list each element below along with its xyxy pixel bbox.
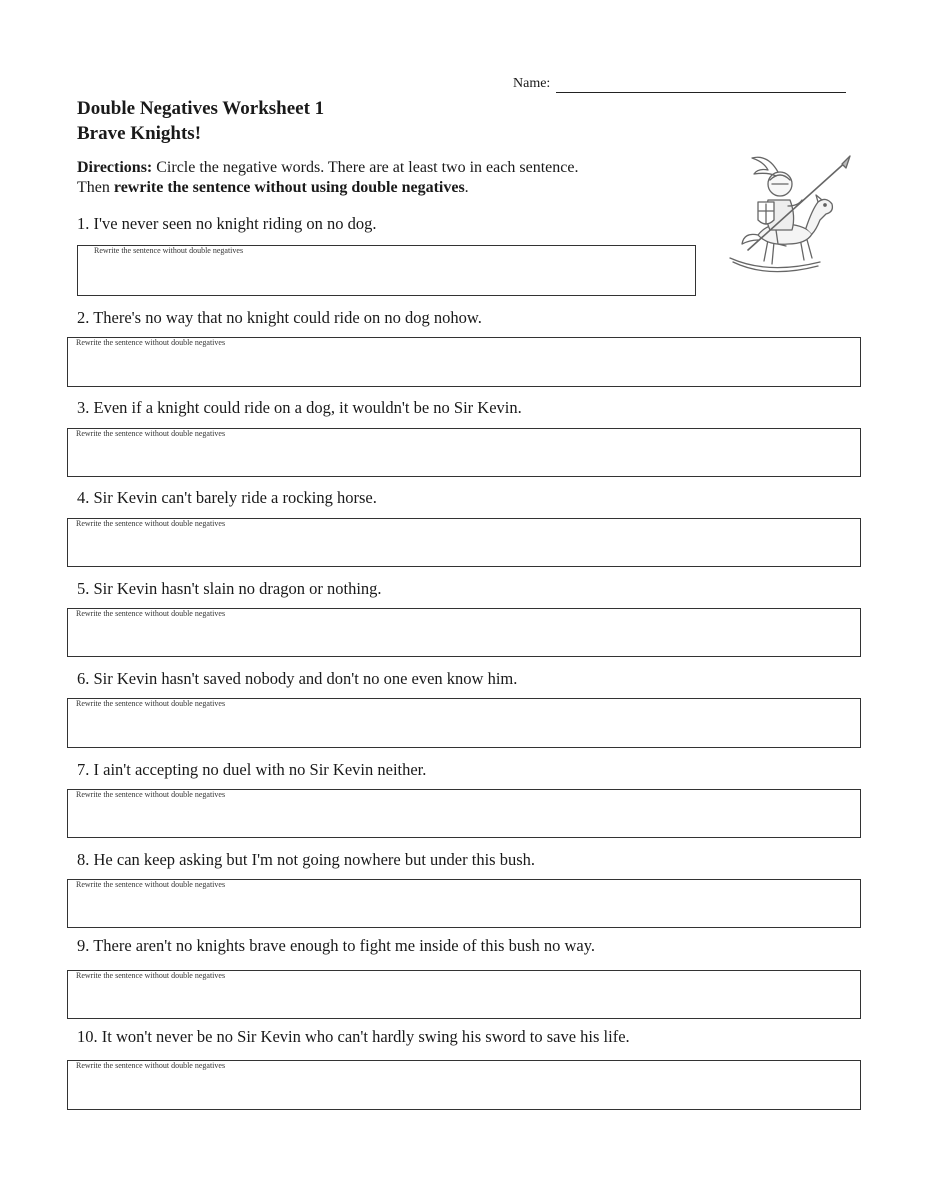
- answer-placeholder: Rewrite the sentence without double negatives: [76, 338, 226, 347]
- question-text: 2. There's no way that no knight could ride on no dog nohow.: [77, 308, 482, 327]
- question-text: 3. Even if a knight could ride on a dog, it wouldn't be no Sir Kevin.: [77, 398, 522, 417]
- question-text: 7. I ain't accepting no duel with no Sir Kevin neither.: [77, 760, 427, 779]
- question-text: 1. I've never seen no knight riding on no dog.: [77, 214, 377, 233]
- question-text: 10. It won't never be no Sir Kevin who can't hardly swing his sword to save his life.: [77, 1027, 630, 1046]
- question-text: 5. Sir Kevin hasn't slain no dragon or nothing.: [77, 579, 382, 598]
- worksheet-title: Double Negatives Worksheet 1: [77, 98, 325, 119]
- directions-line-1: Circle the negative words. There are at least two in each sentence.: [156, 159, 579, 176]
- answer-placeholder: Rewrite the sentence without double negatives: [94, 246, 244, 255]
- question-text: 4. Sir Kevin can't barely ride a rocking horse.: [77, 488, 377, 507]
- answer-placeholder: Rewrite the sentence without double negatives: [76, 429, 226, 438]
- answer-placeholder: Rewrite the sentence without double negatives: [76, 971, 226, 980]
- answer-box[interactable]: [67, 608, 861, 657]
- answer-placeholder: Rewrite the sentence without double negatives: [76, 609, 226, 618]
- directions: [77, 158, 677, 198]
- directions-line-2-end: .: [464, 179, 469, 196]
- answer-box[interactable]: [67, 428, 861, 477]
- directions-line-2-bold: rewrite the sentence without using double negatives: [113, 179, 465, 196]
- answer-box[interactable]: [67, 879, 861, 928]
- answer-box[interactable]: [67, 1060, 861, 1110]
- answer-box[interactable]: [77, 245, 696, 296]
- answer-box[interactable]: [67, 518, 861, 567]
- answer-box[interactable]: [67, 970, 861, 1019]
- directions-line-2-start: Then: [77, 179, 110, 196]
- answer-box[interactable]: [67, 698, 861, 748]
- knight-on-rocking-horse-icon: [708, 140, 853, 280]
- name-field[interactable]: [556, 92, 846, 93]
- name-label: Name:: [513, 76, 551, 91]
- question-text: 9. There aren't no knights brave enough to fight me inside of this bush no way.: [77, 936, 596, 955]
- question-text: 8. He can keep asking but I'm not going nowhere but under this bush.: [77, 850, 536, 869]
- answer-placeholder: Rewrite the sentence without double negatives: [76, 790, 226, 799]
- answer-box[interactable]: [67, 337, 861, 387]
- worksheet-subtitle: Brave Knights!: [77, 123, 202, 144]
- answer-placeholder: Rewrite the sentence without double negatives: [76, 880, 226, 889]
- directions-label: Directions:: [77, 159, 153, 176]
- answer-placeholder: Rewrite the sentence without double negatives: [76, 519, 226, 528]
- question-text: 6. Sir Kevin hasn't saved nobody and don't no one even know him.: [77, 669, 518, 688]
- answer-box[interactable]: [67, 789, 861, 838]
- answer-placeholder: Rewrite the sentence without double negatives: [76, 699, 226, 708]
- answer-placeholder: Rewrite the sentence without double negatives: [76, 1061, 226, 1070]
